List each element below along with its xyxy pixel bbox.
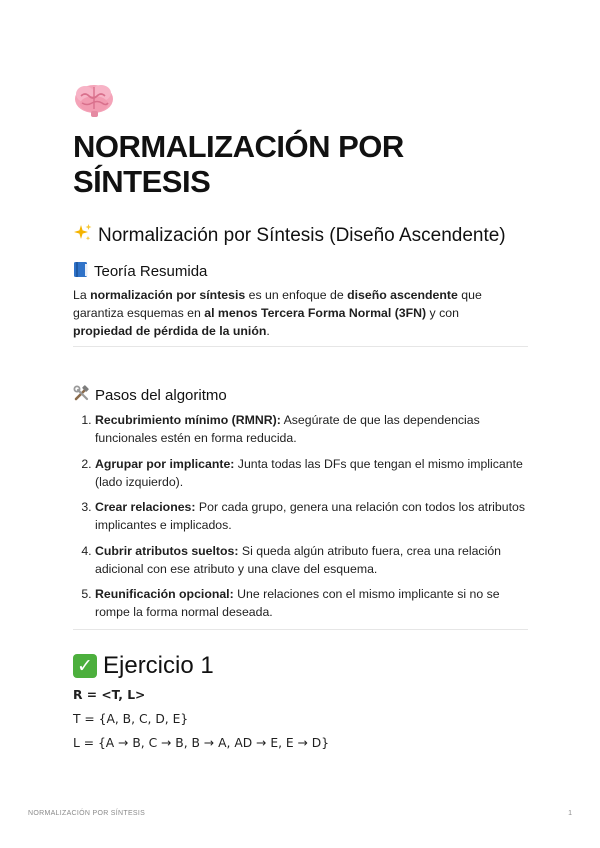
attributes-line: T = {A, B, C, D, E} <box>73 712 189 726</box>
blue-book-icon <box>73 261 89 284</box>
step-title: Cubrir atributos sueltos: <box>95 543 239 558</box>
section-heading-main <box>73 223 506 251</box>
bold-term: normalización por síntesis <box>90 288 246 302</box>
section-heading-text: Normalización por Síntesis (Diseño Ascendente) <box>98 225 506 246</box>
exercise-heading <box>73 651 214 681</box>
divider <box>73 346 528 347</box>
step-text: Une relaciones con el mismo implicante si no se rompe la forma normal deseada. <box>95 587 500 619</box>
step-text: Si queda algún atributo fuera, crea una relación adicional con ese atributo y una clave del esquema. <box>95 543 501 576</box>
list-item <box>95 542 535 578</box>
list-item <box>95 411 535 447</box>
divider <box>73 629 528 630</box>
theory-heading-text: Teoría Resumida <box>94 263 208 280</box>
bold-term: diseño ascendente <box>347 288 458 302</box>
list-item <box>95 455 535 491</box>
brain-icon <box>73 80 115 120</box>
step-text: Junta todas las DFs que tengan el mismo implicante (lado izquierdo). <box>95 456 523 489</box>
exercise-heading-text: Ejercicio 1 <box>103 652 214 679</box>
step-title: Recubrimiento mínimo (RMNR): <box>95 413 281 427</box>
page-number: 1 <box>568 810 572 817</box>
list-item <box>95 498 535 534</box>
step-title: Crear relaciones: <box>95 500 196 514</box>
relation-line: R = <T, L> <box>73 688 146 702</box>
page-title: NORMALIZACIÓN POR SÍNTESIS <box>73 129 404 199</box>
step-text: Asegúrate de que las dependencias funcionales estén en forma reducida. <box>95 413 480 445</box>
check-mark-button-icon: ✓ <box>73 654 97 678</box>
bold-term: al menos Tercera Forma Normal (3FN) <box>204 306 427 320</box>
text-segment: La <box>73 288 91 302</box>
text-segment: y con <box>426 306 459 320</box>
algorithm-steps-list <box>73 411 535 629</box>
bold-term: propiedad de pérdida de la unión <box>73 324 267 338</box>
text-segment: es un enfoque de <box>245 288 348 302</box>
step-title: Reunificación opcional: <box>95 587 234 601</box>
dependencies-line: L = {A → B, C → B, B → A, AD → E, E → D} <box>73 736 330 750</box>
algorithm-heading <box>73 385 227 408</box>
text-segment: que garantiza esquemas en <box>73 288 482 320</box>
list-item <box>95 585 535 621</box>
theory-paragraph <box>73 286 513 340</box>
footer-title: NORMALIZACIÓN POR SÍNTESIS <box>28 810 146 817</box>
sparkles-icon <box>73 223 93 251</box>
algorithm-heading-text: Pasos del algoritmo <box>95 387 227 404</box>
step-text: Por cada grupo, genera una relación con todos los atributos implicantes e implicados. <box>95 500 525 532</box>
hammer-wrench-icon <box>73 385 90 408</box>
theory-heading <box>73 261 207 284</box>
step-title: Agrupar por implicante: <box>95 456 235 471</box>
text-segment: . <box>266 324 270 338</box>
